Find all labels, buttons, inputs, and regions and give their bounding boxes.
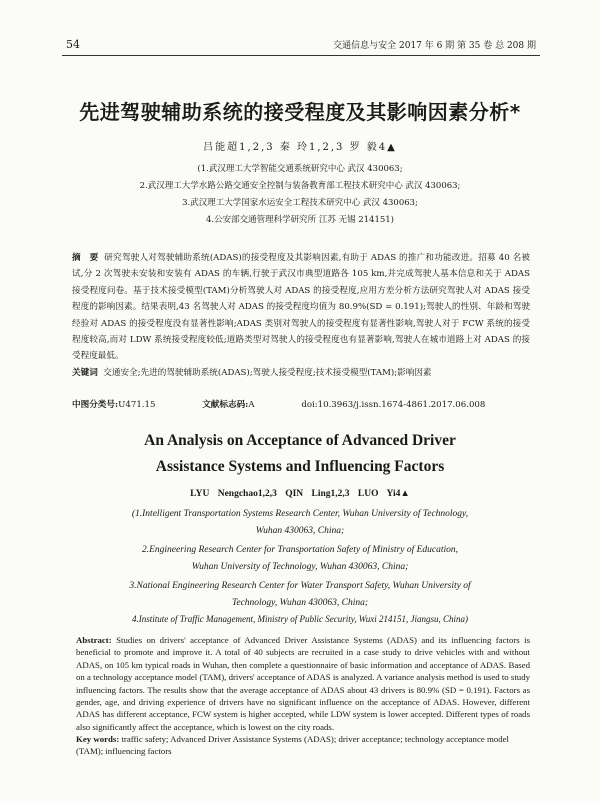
en-title — [0, 428, 600, 480]
clc-value: U471.15 — [118, 400, 156, 410]
doc-code-label: 文献标志码: — [202, 400, 249, 410]
en-affiliation: 4.Institute of Traffic Management, Ministry of Public Security, Wuxi 214151, Jiangsu, China) — [132, 614, 468, 624]
en-affiliation: (1.Intelligent Transportation Systems Research Center, Wuhan University of Technology, — [131, 509, 469, 519]
cn-abstract-text: 研究驾驶人对驾驶辅助系统(ADAS)的接受程度及其影响因素,有助于 ADAS 的推广和功能改进。招募 40 名被试,分 2 次驾驶未安装和安装有 ADAS 的车辆,行驶于武汉市典型道路各 105 km,并完成驾驶人基本信息和关于 ADAS 接受程度问卷。基于技术接受模型(TAM)分析驾驶人对 ADAS 的接受程度,应用方差分析方法研究驾驶人对 ADAS 接受程度的影响因素。结果表明,43 名驾驶人对 ADAS 的接受程度均值为 80.9%(SD = 0.191);驾驶人的性别、年龄和驾驶经验对 ADAS 的接受程度没有显著性影响;ADAS 类别对驾驶人的接受程度有显著性影响,驾驶人对于 FCW 系统的接受程度较高,而对 LDW 系统接受程度较低;道路类型对驾驶人的接受程度也有显著影响,驾驶人在城市道路上对 ADAS 的接受程度最低。 — [72, 253, 530, 362]
cn-keywords-text: 交通安全;先进的驾驶辅助系统(ADAS);驾驶人接受程度;技术接受模型(TAM);影响因素 — [103, 368, 432, 378]
journal-header: 交通信息与安全 2017 年 6 期 第 35 卷 总 208 期 — [333, 41, 536, 51]
cn-affiliation: 2.武汉理工大学水路公路交通安全控制与装备教育部工程技术研究中心 武汉 430063; — [139, 181, 461, 191]
cn-affiliation: 3.武汉理工大学国家水运安全工程技术研究中心 武汉 430063; — [182, 198, 418, 208]
cn-keywords — [72, 365, 530, 381]
clc-label: 中图分类号: — [72, 400, 119, 410]
header-rule — [62, 55, 540, 56]
cn-title: 先进驾驶辅助系统的接受程度及其影响因素分析* — [79, 100, 521, 124]
cn-abstract — [72, 250, 530, 365]
page-number: 54 — [66, 38, 80, 51]
en-affiliation: Technology, Wuhan 430063, China; — [231, 598, 369, 608]
en-abstract-text: Studies on drivers' acceptance of Advanced Driver Assistance Systems (ADAS) and its influencing factors is beneficial to promote and improve it. A total of 40 subjects are recruited in a case study to drive vehicles with and without ADAS, on 105 km typical roads in Wuhan, then complete a questionnaire of basic information and acceptance of ADAS. Based on a technology acceptance model (TAM), drivers' acceptance of ADAS is analyzed. A variance analysis method is used to study influencing factors. The results show that the average acceptance of ADAS about 43 drivers is 80.9% (SD = 0.191). Factors as gender, age, and driving experience of drivers have no significant influence on the acceptance of ADAS. However, different ADAS has different acceptance, FCW system is higher accepted, while LDW system is lower accepted. Different types of roads also significantly affect the acceptance, which is lowest on the city roads. — [76, 635, 530, 732]
en-abstract-label: Abstract: — [76, 635, 112, 645]
cn-abstract-label: 摘 要 — [72, 253, 99, 263]
en-keywords-text: traffic safety; Advanced Driver Assistance Systems (ADAS); driver acceptance; technology acceptance model (TAM); influencing factors — [76, 734, 509, 757]
en-affiliation: Wuhan 430063, China; — [255, 526, 345, 536]
en-affiliation: 3.National Engineering Research Center for Water Transport Safety, Wuhan University of — [129, 581, 471, 591]
en-title-line: Assistance Systems and Influencing Factors — [155, 458, 445, 475]
cn-meta — [72, 398, 530, 410]
cn-affiliation: 4.公安部交通管理科学研究所 江苏 无锡 214151) — [206, 215, 394, 225]
cn-keywords-label: 关键词 — [72, 368, 98, 378]
doi: doi:10.3963/j.issn.1674-4861.2017.06.008 — [301, 400, 486, 410]
cn-affiliation: (1.武汉理工大学智能交通系统研究中心 武汉 430063; — [197, 164, 403, 174]
en-keywords-label: Key words: — [76, 734, 120, 744]
en-title-line: An Analysis on Acceptance of Advanced Driver — [144, 432, 456, 449]
en-keywords — [76, 733, 530, 758]
en-authors: LYU Nengchao1,2,3 QIN Ling1,2,3 LUO Yi4▲ — [190, 489, 410, 499]
cn-authors: 吕能超1,2,3 秦 玲1,2,3 罗 毅4▲ — [203, 142, 397, 153]
doc-code-value: A — [248, 400, 255, 410]
en-affiliation: 2.Engineering Research Center for Transportation Safety of Ministry of Education, — [141, 545, 459, 555]
en-abstract — [76, 634, 530, 733]
en-affiliation: Wuhan University of Technology, Wuhan 430063, China; — [191, 562, 409, 572]
